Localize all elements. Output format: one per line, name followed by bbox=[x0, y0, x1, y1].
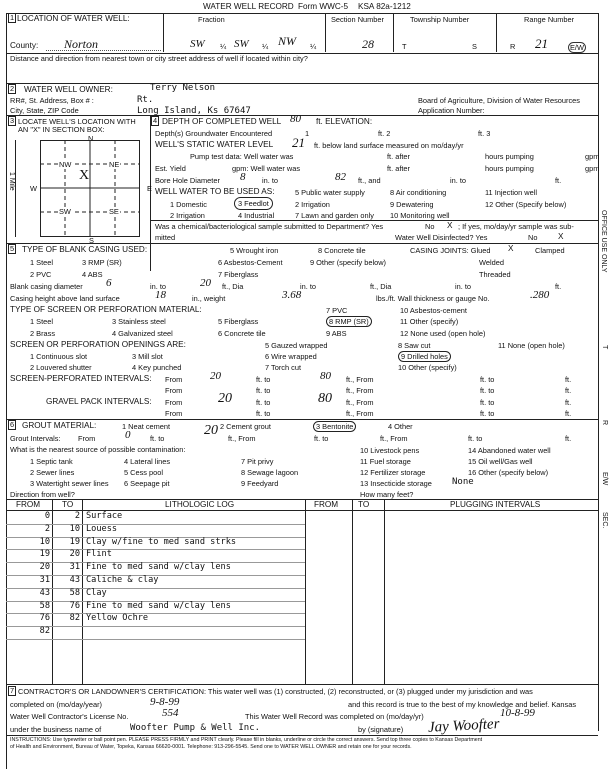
section-label: Section Number bbox=[331, 15, 384, 24]
section-number-5: 5 bbox=[10, 244, 15, 253]
license-number: 554 bbox=[162, 707, 179, 719]
log-from-cell: 2 bbox=[44, 523, 50, 534]
table-row bbox=[8, 626, 304, 638]
log-to-header: TO bbox=[62, 500, 74, 509]
wall-thickness-value: .280 bbox=[530, 289, 550, 301]
static-level-value: 21 bbox=[292, 135, 305, 150]
instructions-line-2: of Health and Environment, Bureau of Water, Topeka, Kansas 66620-0001. Telephone: 913-296-5545. Send one to WATER WELL OWNER and retain one for your records. bbox=[10, 744, 412, 750]
perforated-from-value: 20 bbox=[210, 370, 221, 382]
log-to-cell: 20 bbox=[69, 549, 80, 560]
certification-label: CONTRACTOR'S OR LANDOWNER'S CERTIFICATION: This water well was (1) constructed, (2) reconstructed, or (3) plugged under my jurisdiction and was bbox=[18, 687, 533, 696]
section-number-3: 3 bbox=[10, 116, 15, 125]
fraction-label: Fraction bbox=[198, 15, 225, 24]
form-title: WATER WELL RECORD bbox=[203, 2, 294, 11]
log-to-cell: 2 bbox=[74, 511, 80, 521]
log-from-cell: 19 bbox=[39, 549, 50, 560]
table-row bbox=[8, 562, 304, 574]
casing-label: TYPE OF BLANK CASING USED: bbox=[22, 245, 148, 254]
log-description-cell: Yellow Ochre bbox=[86, 613, 149, 624]
openings-label: SCREEN OR PERFORATION OPENINGS ARE: bbox=[10, 340, 186, 349]
log-to-cell: 58 bbox=[69, 587, 80, 598]
log-from-cell: 10 bbox=[39, 536, 50, 547]
office-use-label: OFFICE USE ONLY bbox=[600, 210, 607, 273]
section-value: 28 bbox=[362, 37, 374, 51]
ksa-number: KSA 82a-1212 bbox=[358, 2, 411, 11]
table-row bbox=[8, 537, 304, 549]
log-to-cell: 31 bbox=[69, 562, 80, 573]
application-label: Application Number: bbox=[418, 106, 485, 115]
table-row bbox=[8, 511, 304, 523]
location-label: LOCATION OF WATER WELL: bbox=[17, 14, 130, 23]
grout-to-value: 20 bbox=[204, 423, 218, 438]
quarter-3: NW bbox=[278, 34, 296, 48]
use-label: WELL WATER TO BE USED AS: bbox=[155, 187, 275, 196]
static-level-label: WELL'S STATIC WATER LEVEL bbox=[155, 140, 274, 149]
gravel-label: GRAVEL PACK INTERVALS: bbox=[46, 397, 152, 406]
log-from-cell: 43 bbox=[39, 587, 50, 598]
log-description-cell: Fine to med sand w/clay lens bbox=[86, 600, 231, 611]
section-grid bbox=[40, 140, 140, 237]
locate-label-1: LOCATE WELL'S LOCATION WITH bbox=[18, 117, 136, 126]
form-number: Form WWC-5 bbox=[298, 2, 349, 11]
grout-bentonite-circled: 3 Bentonite bbox=[313, 421, 356, 432]
casing-diameter-value: 6 bbox=[106, 277, 112, 289]
plug-from-header: FROM bbox=[314, 500, 339, 509]
table-row bbox=[8, 613, 304, 625]
owner-address: Rt. bbox=[137, 95, 154, 105]
log-from-cell: 31 bbox=[39, 575, 50, 585]
record-date: 10-8-99 bbox=[500, 707, 535, 719]
owner-city: Long Island, Ks 67647 bbox=[137, 106, 251, 116]
log-from-cell: 82 bbox=[39, 626, 50, 637]
log-description-cell: Flint bbox=[86, 549, 112, 560]
section-number-6: 6 bbox=[10, 420, 15, 429]
table-row bbox=[8, 588, 304, 600]
county-label: County: bbox=[10, 41, 39, 50]
log-from-header: FROM bbox=[16, 500, 41, 509]
range-value: 21 bbox=[535, 36, 548, 51]
log-description-cell: Caliche & clay bbox=[86, 575, 159, 585]
lithologic-log-header: LITHOLOGIC LOG bbox=[165, 500, 235, 509]
location-mark: X bbox=[79, 168, 90, 183]
instructions-line-1: INSTRUCTIONS: Use typewriter or ball point pen. PLEASE PRESS FIRMLY and PRINT clearly. Please fill in blanks, underline or circle the correct answers. Send top three copies to Kansas Department bbox=[10, 737, 483, 743]
locate-label-2: AN "X" IN SECTION BOX: bbox=[18, 125, 105, 134]
mile-label: 1 Mile bbox=[8, 172, 15, 191]
direction-label: Distance and direction from nearest town or city street address of well if located within city? bbox=[10, 54, 308, 63]
table-row bbox=[8, 601, 304, 613]
log-description-cell: Surface bbox=[86, 511, 123, 521]
table-row bbox=[8, 549, 304, 561]
bore-label: Bore Hole Diameter bbox=[155, 176, 220, 185]
casing-weight-value: 3.68 bbox=[282, 289, 302, 301]
gravel-from-value: 20 bbox=[218, 391, 232, 406]
city-label: City, State, ZIP Code bbox=[10, 106, 79, 115]
board-label: Board of Agriculture, Division of Water Resources bbox=[418, 96, 580, 105]
use-feedlot-circled: 3 Feedlot bbox=[234, 197, 273, 210]
plugging-intervals-header: PLUGGING INTERVALS bbox=[450, 500, 541, 509]
casing-depth-value: 20 bbox=[200, 277, 211, 289]
table-row bbox=[8, 524, 304, 536]
bore-value: 8 bbox=[240, 171, 246, 183]
grout-label: GROUT MATERIAL: bbox=[22, 421, 97, 430]
log-to-cell: 19 bbox=[69, 536, 80, 547]
log-to-cell: 10 bbox=[69, 523, 80, 534]
completed-date: 9-8-99 bbox=[150, 696, 180, 708]
groundwater-label: Depth(s) Groundwater Encountered bbox=[155, 129, 273, 138]
perforated-label: SCREEN-PERFORATED INTERVALS: bbox=[10, 374, 152, 383]
log-description-cell: Clay bbox=[86, 587, 107, 598]
business-name: Woofter Pump & Well Inc. bbox=[130, 723, 261, 733]
quarter-2: SW bbox=[234, 38, 249, 50]
casing-height-value: 18 bbox=[155, 289, 166, 301]
owner-label: WATER WELL OWNER: bbox=[24, 85, 113, 94]
gravel-to-value: 80 bbox=[318, 391, 332, 406]
log-from-cell: 76 bbox=[39, 613, 50, 624]
depth-value: 80 bbox=[290, 113, 301, 125]
contamination-none: None bbox=[452, 477, 474, 487]
grout-from-value: 0 bbox=[125, 429, 131, 441]
perforated-to-value: 80 bbox=[320, 370, 331, 382]
section-number-1: 1 bbox=[10, 13, 15, 22]
screen-label: TYPE OF SCREEN OR PERFORATION MATERIAL: bbox=[10, 305, 202, 314]
table-row bbox=[8, 575, 304, 587]
log-to-cell: 76 bbox=[69, 600, 80, 611]
rr-label: RR#, St. Address, Box # : bbox=[10, 96, 94, 105]
owner-name: Terry Nelson bbox=[150, 83, 216, 93]
log-from-cell: 20 bbox=[39, 562, 50, 573]
log-description-cell: Clay w/fine to med sand strks bbox=[86, 536, 237, 547]
log-description-cell: Louess bbox=[86, 523, 118, 534]
quarter-1: SW bbox=[190, 38, 205, 50]
section-number-7: 7 bbox=[10, 686, 15, 695]
bore-depth-value: 82 bbox=[335, 171, 346, 183]
log-from-cell: 0 bbox=[44, 511, 50, 521]
log-from-cell: 58 bbox=[39, 600, 50, 611]
section-number-4: 4 bbox=[153, 116, 158, 125]
log-to-cell: 43 bbox=[69, 575, 80, 585]
township-label: Township Number bbox=[410, 15, 470, 24]
depth-label: DEPTH OF COMPLETED WELL bbox=[162, 117, 282, 126]
log-to-cell: 82 bbox=[69, 613, 80, 624]
range-label: Range Number bbox=[524, 15, 575, 24]
signature: Jay Woofter bbox=[427, 716, 500, 736]
plug-to-header: TO bbox=[358, 500, 370, 509]
county-value: Norton bbox=[64, 37, 99, 51]
log-description-cell: Fine to med sand w/clay lens bbox=[86, 562, 231, 573]
east-west-circle: E/W bbox=[570, 43, 584, 52]
section-number-2: 2 bbox=[10, 84, 15, 93]
